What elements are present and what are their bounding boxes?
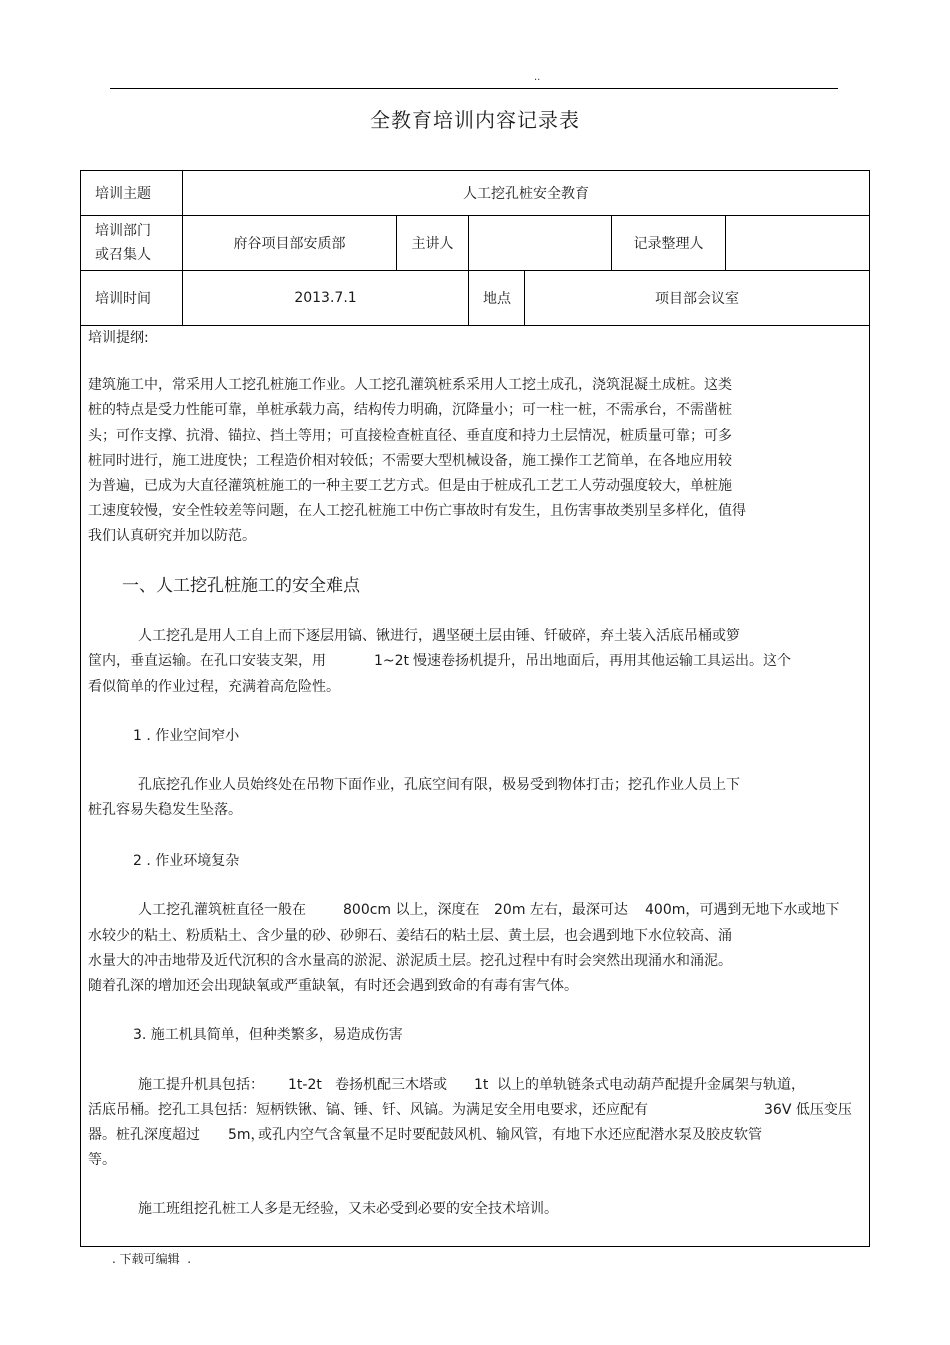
item3-line: 器。桩孔深度超过 xyxy=(88,1127,200,1143)
item3-line: 5m， xyxy=(228,1127,265,1143)
item2-heading: 2 . 作业环境复杂 xyxy=(133,853,240,869)
outline-label: 培训提纲: xyxy=(88,330,149,346)
intro-line: 桩同时进行，施工进度快；工程造价相对较低；不需要大型机械设备，施工操作工艺简单，在各地应用较 xyxy=(88,453,732,469)
dept-label xyxy=(81,216,183,271)
page-title: 全教育培训内容记录表 xyxy=(370,108,580,132)
item1-line: 孔底挖孔作业人员始终处在吊物下面作业，孔底空间有限，极易受到物体打击；挖孔作业人员上下 xyxy=(138,777,740,793)
s1-line: 1~2t xyxy=(374,653,410,669)
speaker-label: 主讲人 xyxy=(397,216,469,271)
s1-line: 人工挖孔是用人工自上而下逐层用镐、锹进行，遇坚硬土层由锤、钎破碎，弃土装入活底吊桶或箩 xyxy=(138,628,740,644)
item3-heading: 3. 施工机具简单，但种类繁多，易造成伤害 xyxy=(133,1027,403,1043)
recorder-label: 记录整理人 xyxy=(612,216,726,271)
item2-line: 水量大的冲击地带及近代沉积的含水量高的淤泥、淤泥质土层。挖孔过程中有时会突然出现涌水和涌泥。 xyxy=(88,953,732,969)
place-label: 地点 xyxy=(469,271,525,326)
item3-line: 1t xyxy=(474,1077,489,1093)
intro-line: 头；可作支撑、抗滑、锚拉、挡土等用；可直接检查桩直径、垂直度和持力土层情况，桩质量可靠；可多 xyxy=(88,428,732,444)
item2-line: 400m，可遇到无地下水或地下 xyxy=(645,902,840,918)
header-dots: .. xyxy=(534,72,541,83)
footer-text: . 下载可编辑 . xyxy=(112,1252,192,1266)
dept-label-line2: 或召集人 xyxy=(95,247,151,263)
topic-value: 人工挖孔桩安全教育 xyxy=(183,171,870,216)
item1-line: 桩孔容易失稳发生坠落。 xyxy=(88,802,242,818)
item3-line: 等。 xyxy=(88,1152,116,1168)
intro-line: 建筑施工中，常采用人工挖孔桩施工作业。人工挖孔灌筑桩系采用人工挖土成孔，浇筑混凝土成桩。这类 xyxy=(88,377,732,393)
intro-line: 我们认真研究并加以防范。 xyxy=(88,528,256,544)
intro-line: 桩的特点是受力性能可靠，单桩承载力高，结构传力明确，沉降量小；可一柱一桩，不需承台，不需凿桩 xyxy=(88,402,732,418)
item2-line: 800cm 以上，深度在 xyxy=(343,902,480,918)
item3-line: 卷扬机配三木塔或 xyxy=(335,1077,447,1093)
dept-value: 府谷项目部安质部 xyxy=(183,216,397,271)
speaker-value xyxy=(469,216,612,271)
recorder-value xyxy=(726,216,870,271)
header-rule xyxy=(110,88,838,89)
s1-line: 筐内，垂直运输。在孔口安装支架，用 xyxy=(88,653,326,669)
item3-line: 1t-2t xyxy=(288,1077,322,1093)
intro-line: 为普遍，已成为大直径灌筑桩施工的一种主要工艺方式。但是由于桩成孔工艺工人劳动强度较大，单桩施 xyxy=(88,478,732,494)
intro-line: 工速度较慢，安全性较差等问题，在人工挖孔桩施工中伤亡事故时有发生，且伤害事故类别呈多样化，值得 xyxy=(88,503,746,519)
topic-label: 培训主题 xyxy=(81,171,183,216)
meta-table xyxy=(80,170,870,326)
item3-line: 活底吊桶。挖孔工具包括：短柄铁锹、镐、锤、钎、风镐。为满足安全用电要求，还应配有 xyxy=(88,1102,648,1118)
last-paragraph: 施工班组挖孔桩工人多是无经验，又未必受到必要的安全技术培训。 xyxy=(138,1201,558,1217)
item3-line: 施工提升机具包括： xyxy=(138,1077,264,1093)
item2-line: 20m 左右，最深可达 xyxy=(494,902,628,918)
dept-label-line1: 培训部门 xyxy=(95,223,151,239)
s1-line: 慢速卷扬机提升，吊出地面后，再用其他运输工具运出。这个 xyxy=(413,653,791,669)
item2-line: 随着孔深的增加还会出现缺氧或严重缺氧，有时还会遇到致命的有毒有害气体。 xyxy=(88,978,578,994)
item3-line: 36V 低压变压 xyxy=(764,1102,852,1118)
time-value: 2013.7.1 xyxy=(183,271,469,326)
time-label: 培训时间 xyxy=(81,271,183,326)
s1-line: 看似简单的作业过程，充满着高危险性。 xyxy=(88,679,340,695)
item2-line: 人工挖孔灌筑桩直径一般在 xyxy=(138,902,306,918)
section-heading: 一、人工挖孔桩施工的安全难点 xyxy=(122,576,360,596)
item3-line: 以上的单轨链条式电动葫芦配提升金属架与轨道， xyxy=(497,1077,805,1093)
item3-line: 或孔内空气含氧量不足时要配鼓风机、输风管，有地下水还应配潜水泵及胶皮软管 xyxy=(258,1127,762,1143)
place-value: 项目部会议室 xyxy=(525,271,870,326)
item1-heading: 1 . 作业空间窄小 xyxy=(133,728,240,744)
item2-line: 水较少的粘土、粉质粘土、含少量的砂、砂卵石、姜结石的粘土层、黄土层，也会遇到地下水位较高、涌 xyxy=(88,928,732,944)
